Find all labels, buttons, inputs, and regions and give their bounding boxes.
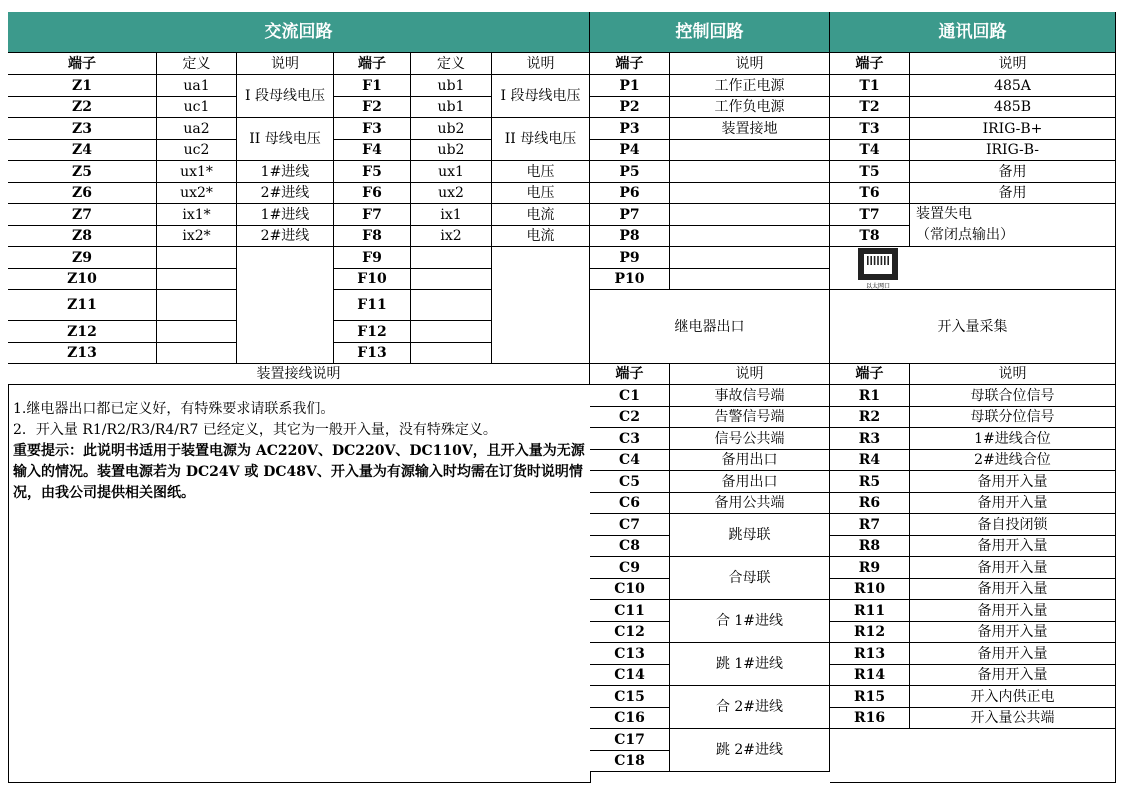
input-desc: 开入量公共端 (910, 708, 1116, 729)
relay-desc: 备用公共端 (670, 493, 830, 514)
relay-terminal: C14 (590, 665, 670, 686)
column-header-terminal: 端子 (8, 53, 157, 75)
comm-terminal: T5 (830, 161, 910, 183)
ac-define-f: ub2 (411, 118, 492, 140)
input-terminal: R10 (830, 579, 910, 600)
ac-terminal-f: F5 (334, 161, 411, 183)
wiring-note: 1.继电器出口都已定义好，有特殊要求请联系我们。 (13, 401, 335, 417)
ac-terminal-z: Z7 (8, 204, 157, 226)
wiring-notes (8, 397, 591, 783)
ac-define-z: ua2 (157, 118, 237, 140)
ac-terminal-f: F10 (334, 269, 411, 290)
ethernet-pin (881, 256, 883, 265)
comm-terminal: T1 (830, 75, 910, 97)
control-terminal: P8 (590, 226, 670, 247)
ac-terminal-f: F8 (334, 226, 411, 247)
input-desc: 备用开入量 (910, 536, 1116, 557)
ethernet-pin (870, 256, 872, 265)
ac-desc-z: 1#进线 (237, 161, 334, 183)
ac-define-f: ix2 (411, 226, 492, 247)
relay-terminal: C17 (590, 729, 670, 751)
ac-terminal-z: Z4 (8, 140, 157, 161)
column-header-terminal: 端子 (830, 364, 910, 385)
comm-desc: 485A (910, 75, 1116, 97)
ac-desc-z-empty (237, 247, 334, 364)
comm-desc: IRIG-B+ (910, 118, 1116, 140)
column-header-explain: 说明 (670, 364, 830, 385)
ac-terminal-z: Z13 (8, 343, 157, 364)
control-terminal: P4 (590, 140, 670, 161)
ac-define-f: ux1 (411, 161, 492, 183)
relay-terminal: C7 (590, 514, 670, 536)
ac-terminal-z: Z1 (8, 75, 157, 97)
column-header-explain: 说明 (237, 53, 334, 75)
input-terminal: R4 (830, 450, 910, 471)
column-header-define: 定义 (157, 53, 237, 75)
input-terminal: R3 (830, 428, 910, 450)
ethernet-pin (874, 256, 876, 265)
relay-terminal: C11 (590, 600, 670, 622)
ac-desc-z: 2#进线 (237, 183, 334, 204)
comm-terminal: T2 (830, 97, 910, 118)
ac-define-f-empty (411, 343, 492, 364)
ac-terminal-z: Z12 (8, 321, 157, 343)
section-title-comm: 通讯回路 (830, 12, 1116, 53)
input-collection-title: 开入量采集 (830, 290, 1116, 364)
control-desc (670, 183, 830, 204)
input-desc: 母联分位信号 (910, 407, 1116, 428)
ac-define-f: ix1 (411, 204, 492, 226)
ac-define-f-empty (411, 269, 492, 290)
ethernet-pin (884, 256, 886, 265)
column-header-explain: 说明 (492, 53, 590, 75)
control-desc (670, 161, 830, 183)
relay-terminal: C6 (590, 493, 670, 514)
wiring-note: 重要提示：此说明书适用于装置电源为 AC220V、DC220V、DC110V，且开入量为无源输入的情况。装置电源若为 DC24V 或 DC48V、开入量为有源输入时均需在订货时说明情况，由我公司提供相关图纸。 (13, 443, 585, 501)
control-terminal: P9 (590, 247, 670, 269)
ac-define-z: ux1* (157, 161, 237, 183)
input-terminal: R13 (830, 643, 910, 665)
ac-terminal-f: F7 (334, 204, 411, 226)
ac-desc-f: 电压 (492, 161, 590, 183)
comm-desc: IRIG-B- (910, 140, 1116, 161)
ac-terminal-z: Z10 (8, 269, 157, 290)
ac-desc-z-bus2: II 母线电压 (237, 118, 334, 161)
comm-desc-line: 装置失电 (916, 206, 972, 222)
relay-terminal: C15 (590, 686, 670, 708)
ac-terminal-z: Z9 (8, 247, 157, 269)
section-title-control: 控制回路 (590, 12, 830, 53)
ac-define-f-empty (411, 321, 492, 343)
column-header-explain: 说明 (910, 53, 1116, 75)
ac-define-f: ub1 (411, 97, 492, 118)
ac-desc-f: 电压 (492, 183, 590, 204)
control-desc (670, 226, 830, 247)
ac-define-z-empty (157, 343, 237, 364)
relay-pair-desc: 合 2#进线 (670, 686, 830, 729)
relay-terminal: C8 (590, 536, 670, 557)
input-desc: 备自投闭锁 (910, 514, 1116, 536)
ac-desc-f-bus1: I 段母线电压 (492, 75, 590, 118)
relay-terminal: C5 (590, 471, 670, 493)
control-desc: 装置接地 (670, 118, 830, 140)
relay-pair-desc: 跳母联 (670, 514, 830, 557)
comm-terminal: T8 (830, 226, 910, 247)
ac-define-z: ua1 (157, 75, 237, 97)
ac-desc-f-bus2: II 母线电压 (492, 118, 590, 161)
ac-define-f: ub2 (411, 140, 492, 161)
relay-desc: 备用出口 (670, 450, 830, 471)
input-desc: 备用开入量 (910, 471, 1116, 493)
column-header-define: 定义 (411, 53, 492, 75)
control-desc (670, 204, 830, 226)
relay-pair-desc: 合母联 (670, 557, 830, 600)
input-empty-cell (830, 729, 1116, 783)
comm-desc: 485B (910, 97, 1116, 118)
ac-define-f-empty (411, 247, 492, 269)
comm-desc-line: （常闭点输出） (916, 227, 1014, 243)
comm-terminal: T3 (830, 118, 910, 140)
input-terminal: R11 (830, 600, 910, 622)
input-terminal: R16 (830, 708, 910, 729)
input-terminal: R5 (830, 471, 910, 493)
control-terminal: P7 (590, 204, 670, 226)
ac-terminal-f: F3 (334, 118, 411, 140)
control-terminal: P5 (590, 161, 670, 183)
wiring-note: 2．开入量 R1/R2/R3/R4/R7 已经定义，其它为一般开入量，没有特殊定义。 (13, 422, 497, 438)
ac-terminal-f: F6 (334, 183, 411, 204)
input-terminal: R1 (830, 385, 910, 407)
ac-desc-f: 电流 (492, 226, 590, 247)
control-terminal: P1 (590, 75, 670, 97)
ac-desc-z-bus1: I 段母线电压 (237, 75, 334, 118)
ethernet-pin (887, 256, 889, 265)
input-desc: 2#进线合位 (910, 450, 1116, 471)
control-desc (670, 269, 830, 290)
ac-terminal-z: Z5 (8, 161, 157, 183)
ac-define-z-empty (157, 247, 237, 269)
control-desc: 工作正电源 (670, 75, 830, 97)
relay-terminal: C16 (590, 708, 670, 729)
input-terminal: R12 (830, 622, 910, 643)
ac-define-z: uc2 (157, 140, 237, 161)
input-terminal: R8 (830, 536, 910, 557)
input-desc: 备用开入量 (910, 579, 1116, 600)
ac-terminal-f: F4 (334, 140, 411, 161)
relay-desc: 事故信号端 (670, 385, 830, 407)
relay-terminal: C18 (590, 751, 670, 772)
ac-define-z: ux2* (157, 183, 237, 204)
input-desc: 备用开入量 (910, 600, 1116, 622)
comm-terminal: T4 (830, 140, 910, 161)
input-terminal: R14 (830, 665, 910, 686)
ac-define-f: ux2 (411, 183, 492, 204)
ac-define-z: ix2* (157, 226, 237, 247)
control-desc (670, 247, 830, 269)
control-terminal: P2 (590, 97, 670, 118)
column-header-explain: 说明 (670, 53, 830, 75)
column-header-terminal: 端子 (830, 53, 910, 75)
relay-terminal: C13 (590, 643, 670, 665)
comm-desc: 备用 (910, 161, 1116, 183)
relay-pair-desc: 合 1#进线 (670, 600, 830, 643)
control-terminal: P3 (590, 118, 670, 140)
relay-terminal: C9 (590, 557, 670, 579)
terminal-wiring-table (8, 12, 1116, 783)
ac-desc-z: 1#进线 (237, 204, 334, 226)
ac-desc-f: 电流 (492, 204, 590, 226)
column-header-terminal: 端子 (334, 53, 411, 75)
ethernet-pin (867, 256, 869, 265)
relay-terminal: C3 (590, 428, 670, 450)
ac-terminal-f: F11 (334, 290, 411, 321)
relay-desc: 告警信号端 (670, 407, 830, 428)
ac-terminal-f: F12 (334, 321, 411, 343)
ethernet-pin (877, 256, 879, 265)
input-desc: 备用开入量 (910, 557, 1116, 579)
input-desc: 1#进线合位 (910, 428, 1116, 450)
relay-terminal: C10 (590, 579, 670, 600)
control-terminal: P6 (590, 183, 670, 204)
comm-desc-power-loss (910, 204, 1116, 247)
ethernet-port-icon (856, 247, 900, 290)
ac-terminal-z: Z2 (8, 97, 157, 118)
ac-desc-f-empty (492, 247, 590, 364)
input-desc: 开入内供正电 (910, 686, 1116, 708)
wiring-notes-title: 装置接线说明 (8, 364, 590, 385)
ac-terminal-f: F9 (334, 247, 411, 269)
section-title-ac: 交流回路 (8, 12, 590, 53)
relay-pair-desc: 跳 2#进线 (670, 729, 830, 772)
input-desc: 备用开入量 (910, 493, 1116, 514)
ac-terminal-f: F1 (334, 75, 411, 97)
ac-terminal-z: Z3 (8, 118, 157, 140)
control-desc: 工作负电源 (670, 97, 830, 118)
column-header-terminal: 端子 (590, 364, 670, 385)
ac-terminal-z: Z6 (8, 183, 157, 204)
input-desc: 母联合位信号 (910, 385, 1116, 407)
ethernet-port-cell (830, 247, 1116, 290)
input-terminal: R15 (830, 686, 910, 708)
column-header-explain: 说明 (910, 364, 1116, 385)
input-desc: 备用开入量 (910, 643, 1116, 665)
input-desc: 备用开入量 (910, 665, 1116, 686)
ac-terminal-z: Z11 (8, 290, 157, 321)
ac-define-z-empty (157, 321, 237, 343)
ac-define-z-empty (157, 290, 237, 321)
ac-terminal-f: F13 (334, 343, 411, 364)
column-header-terminal: 端子 (590, 53, 670, 75)
ac-desc-z: 2#进线 (237, 226, 334, 247)
ac-define-z-empty (157, 269, 237, 290)
comm-terminal: T6 (830, 183, 910, 204)
ac-define-z: uc1 (157, 97, 237, 118)
ac-define-z: ix1* (157, 204, 237, 226)
input-terminal: R2 (830, 407, 910, 428)
relay-pair-desc: 跳 1#进线 (670, 643, 830, 686)
input-terminal: R7 (830, 514, 910, 536)
relay-desc: 信号公共端 (670, 428, 830, 450)
relay-terminal: C2 (590, 407, 670, 428)
ac-define-f-empty (411, 290, 492, 321)
relay-terminal: C4 (590, 450, 670, 471)
ethernet-port-caption: 以太网口 (865, 283, 891, 290)
relay-terminal: C1 (590, 385, 670, 407)
input-desc: 备用开入量 (910, 622, 1116, 643)
ac-define-f: ub1 (411, 75, 492, 97)
control-desc (670, 140, 830, 161)
ac-terminal-f: F2 (334, 97, 411, 118)
ac-terminal-z: Z8 (8, 226, 157, 247)
relay-output-title: 继电器出口 (590, 290, 830, 364)
input-terminal: R6 (830, 493, 910, 514)
comm-terminal: T7 (830, 204, 910, 226)
control-terminal: P10 (590, 269, 670, 290)
comm-desc: 备用 (910, 183, 1116, 204)
input-terminal: R9 (830, 557, 910, 579)
relay-desc: 备用出口 (670, 471, 830, 493)
relay-terminal: C12 (590, 622, 670, 643)
